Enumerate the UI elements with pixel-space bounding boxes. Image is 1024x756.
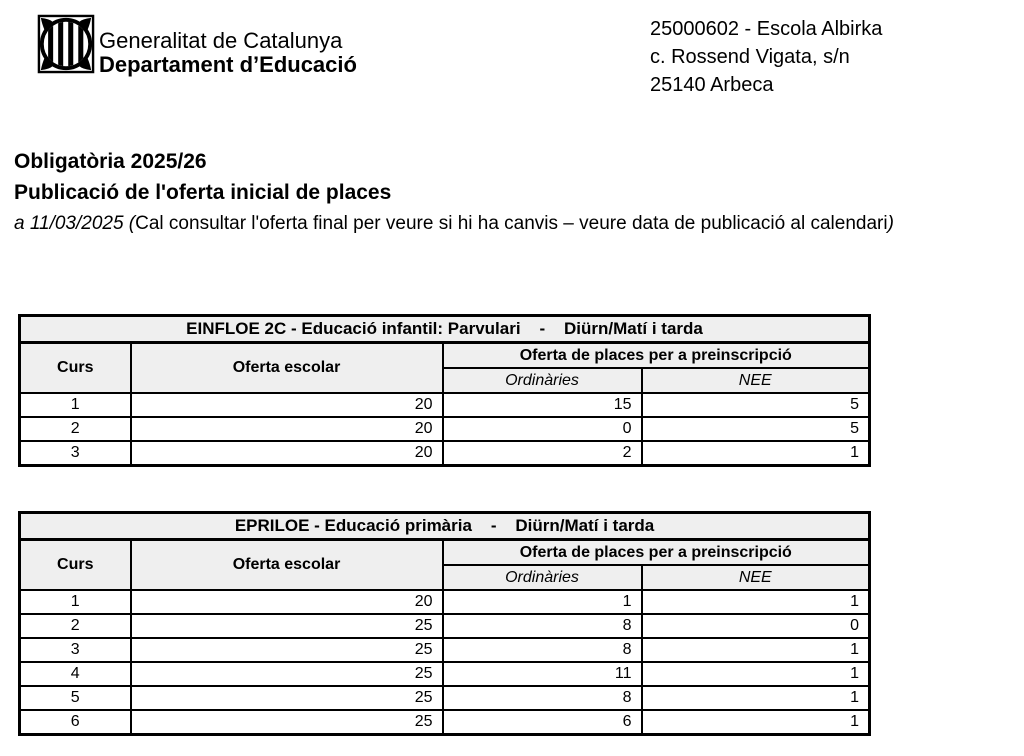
column-header-ordinaries: Ordinàries bbox=[443, 565, 642, 590]
table-row bbox=[20, 686, 870, 710]
cell-curs: 4 bbox=[20, 662, 131, 686]
column-header-oferta-escolar: Oferta escolar bbox=[131, 343, 443, 394]
table-title: EPRILOE - Educació primària - Diürn/Matí i tarda bbox=[20, 513, 870, 540]
doc-title-publicacio: Publicació de l'oferta inicial de places bbox=[14, 181, 392, 204]
column-header-nee: NEE bbox=[642, 368, 870, 393]
cell-nee: 5 bbox=[642, 417, 870, 441]
cell-ordinaries: 8 bbox=[443, 686, 642, 710]
table-row bbox=[20, 417, 870, 441]
brand-departament: Departament d’Educació bbox=[99, 52, 357, 77]
cell-curs: 2 bbox=[20, 614, 131, 638]
table-body bbox=[20, 393, 870, 466]
school-street: c. Rossend Vigata, s/n bbox=[650, 46, 850, 68]
school-city: 25140 Arbeca bbox=[650, 74, 774, 96]
brand-generalitat: Generalitat de Catalunya bbox=[99, 28, 343, 53]
column-group-header-preinscripcio: Oferta de places per a preinscripció bbox=[443, 540, 870, 566]
column-header-ordinaries: Ordinàries bbox=[443, 368, 642, 393]
cell-oferta-escolar: 20 bbox=[131, 393, 443, 417]
cell-curs: 5 bbox=[20, 686, 131, 710]
cell-curs: 1 bbox=[20, 393, 131, 417]
cell-ordinaries: 11 bbox=[443, 662, 642, 686]
cell-curs: 6 bbox=[20, 710, 131, 735]
cell-nee: 1 bbox=[642, 710, 870, 735]
table-title: EINFLOE 2C - Educació infantil: Parvulari - Diürn/Matí i tarda bbox=[20, 316, 870, 343]
cell-ordinaries: 2 bbox=[443, 441, 642, 466]
cell-ordinaries: 0 bbox=[443, 417, 642, 441]
offer-table-einfloe bbox=[18, 314, 871, 467]
title-block bbox=[14, 146, 1019, 240]
cell-nee: 1 bbox=[642, 638, 870, 662]
school-code-name: 25000602 - Escola Albirka bbox=[650, 18, 883, 40]
generalitat-senyera-icon bbox=[37, 13, 95, 75]
cell-nee: 1 bbox=[642, 686, 870, 710]
cell-curs: 3 bbox=[20, 441, 131, 466]
cell-curs: 3 bbox=[20, 638, 131, 662]
cell-nee: 1 bbox=[642, 441, 870, 466]
table-body bbox=[20, 590, 870, 735]
school-address-block bbox=[650, 15, 882, 99]
brand-block bbox=[99, 29, 357, 77]
cell-oferta-escolar: 25 bbox=[131, 686, 443, 710]
cell-curs: 2 bbox=[20, 417, 131, 441]
cell-oferta-escolar: 25 bbox=[131, 614, 443, 638]
table-row bbox=[20, 638, 870, 662]
cell-curs: 1 bbox=[20, 590, 131, 614]
column-header-nee: NEE bbox=[642, 565, 870, 590]
note-body: Cal consultar l'oferta final per veure si hi ha canvis – veure data de publicació al calendari bbox=[135, 213, 888, 234]
cell-ordinaries: 6 bbox=[443, 710, 642, 735]
table-row bbox=[20, 614, 870, 638]
cell-nee: 1 bbox=[642, 662, 870, 686]
cell-ordinaries: 15 bbox=[443, 393, 642, 417]
cell-oferta-escolar: 25 bbox=[131, 710, 443, 735]
cell-ordinaries: 1 bbox=[443, 590, 642, 614]
column-header-curs: Curs bbox=[20, 540, 131, 591]
table-row bbox=[20, 441, 870, 466]
note-close-paren: ) bbox=[887, 213, 894, 234]
note-date: a 11/03/2025 ( bbox=[14, 213, 136, 234]
doc-note bbox=[14, 208, 1019, 240]
cell-nee: 0 bbox=[642, 614, 870, 638]
cell-oferta-escolar: 20 bbox=[131, 590, 443, 614]
cell-oferta-escolar: 25 bbox=[131, 638, 443, 662]
cell-oferta-escolar: 25 bbox=[131, 662, 443, 686]
cell-oferta-escolar: 20 bbox=[131, 441, 443, 466]
table-row bbox=[20, 590, 870, 614]
table-row bbox=[20, 710, 870, 735]
table-row bbox=[20, 662, 870, 686]
cell-oferta-escolar: 20 bbox=[131, 417, 443, 441]
cell-ordinaries: 8 bbox=[443, 638, 642, 662]
doc-title-obligatoria: Obligatòria 2025/26 bbox=[14, 150, 207, 173]
column-header-oferta-escolar: Oferta escolar bbox=[131, 540, 443, 591]
table-row bbox=[20, 393, 870, 417]
cell-ordinaries: 8 bbox=[443, 614, 642, 638]
column-group-header-preinscripcio: Oferta de places per a preinscripció bbox=[443, 343, 870, 369]
offer-table-epriloe bbox=[18, 511, 871, 736]
column-header-curs: Curs bbox=[20, 343, 131, 394]
cell-nee: 1 bbox=[642, 590, 870, 614]
cell-nee: 5 bbox=[642, 393, 870, 417]
